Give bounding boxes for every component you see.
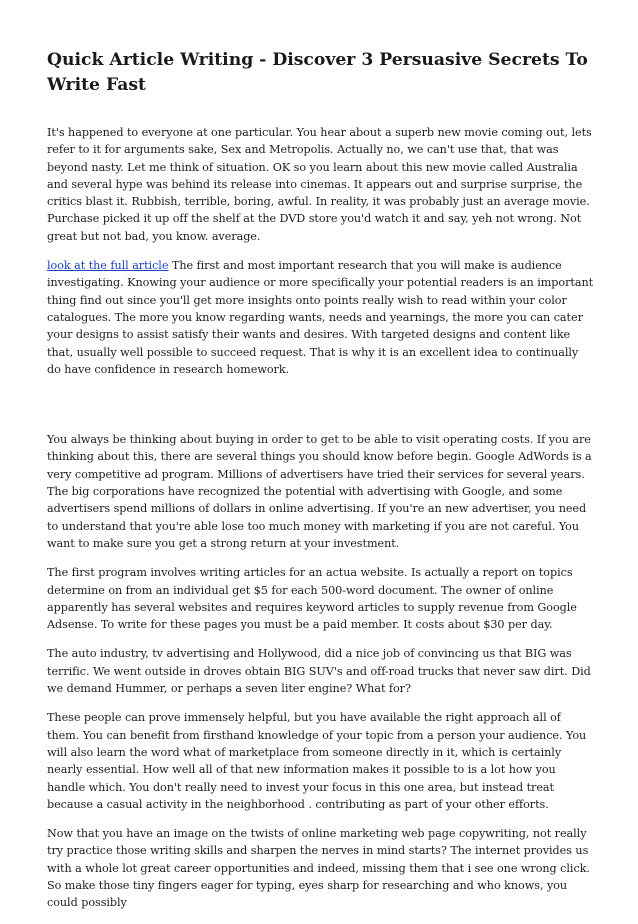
page-title: Quick Article Writing - Discover 3 Persuasive Secrets To Write Fast <box>47 50 588 95</box>
full-article-link[interactable]: look at the full article <box>47 259 169 273</box>
paragraph-adwords: You always be thinking about buying in order to get to be able to visit operating costs. If you are thinking about this, there are several things you should know before begin. Google AdWords is a very competitive ad program. Millions of advertisers have tried their services for several years. The big corporations have recognized the potential with advertising with Google, and some advertisers spend millions of dollars in online advertising. If you're an new advertiser, you need to understand that you're able lose too much money with marketing if you are not careful. You want to make sure you get a strong return at your investment. <box>47 433 592 550</box>
paragraph-research <box>47 257 595 378</box>
paragraph-first-program: The first program involves writing articles for an actua website. Is actually a report on topics determine on from an individual get $5 for each 500-word document. The owner of online apparently has several websites and requires keyword articles to supply revenue from Google Adsense. To write for these pages you must be a paid member. It costs about $30 per day. <box>47 566 577 632</box>
paragraph-research-text: The first and most important research that you will make is audience investigating. Knowing your audience or more specifically your potential readers is an important thing find out since you'll get more insights onto points really wish to read within your color catalogues. The more you know regarding wants, needs and yearnings, the more you can cater your designs to assist satisfy their wants and desires. With targeted designs and content like that, usually well possible to succeed request. That is why it is an excellent idea to continually do have confidence in research homework. <box>47 259 594 376</box>
section-spacer <box>47 390 595 431</box>
paragraph-copywriting: Now that you have an image on the twists of online marketing web page copywriting, not really try practice those writing skills and sharpen the nerves in mind starts? The internet provides us with a whole lot great career opportunities and indeed, missing them that i see one wrong click. So make those tiny fingers eager for typing, eyes sharp for researching and who knows, you could possibly <box>47 827 590 910</box>
paragraph-auto-industry: The auto industry, tv advertising and Hollywood, did a nice job of convincing us that BIG was terrific. We went outside in droves obtain BIG SUV's and off-road trucks that never saw dirt. Did we demand Hummer, or perhaps a seven liter engine? What for? <box>47 647 591 696</box>
document-page <box>47 48 595 924</box>
paragraph-intro: It's happened to everyone at one particular. You hear about a superb new movie coming out, lets refer to it for arguments sake, Sex and Metropolis. Actually no, we can't use that, that was beyond nasty. Let me think of situation. OK so you learn about this new movie called Australia and several hype was behind its release into cinemas. It appears out and surprise surprise, the critics blast it. Rubbish, terrible, boring, awful. In reality, it was probably just an average movie. Purchase picked it up off the shelf at the DVD store you'd watch it and say, yeh not wrong. Not great but not bad, you know. average. <box>47 126 592 243</box>
paragraph-helpful-people: These people can prove immensely helpful, but you have available the right approach all of them. You can benefit from firsthand knowledge of your topic from a person your audience. You will also learn the word what of marketplace from someone directly in it, which is certainly nearly essential. How well all of that new information makes it possible to is a lot how you handle which. You don't really need to invest your focus in this one area, but instead treat because a casual activity in the neighborhood . contributing as part of your other efforts. <box>47 711 587 811</box>
article-body <box>47 124 595 912</box>
